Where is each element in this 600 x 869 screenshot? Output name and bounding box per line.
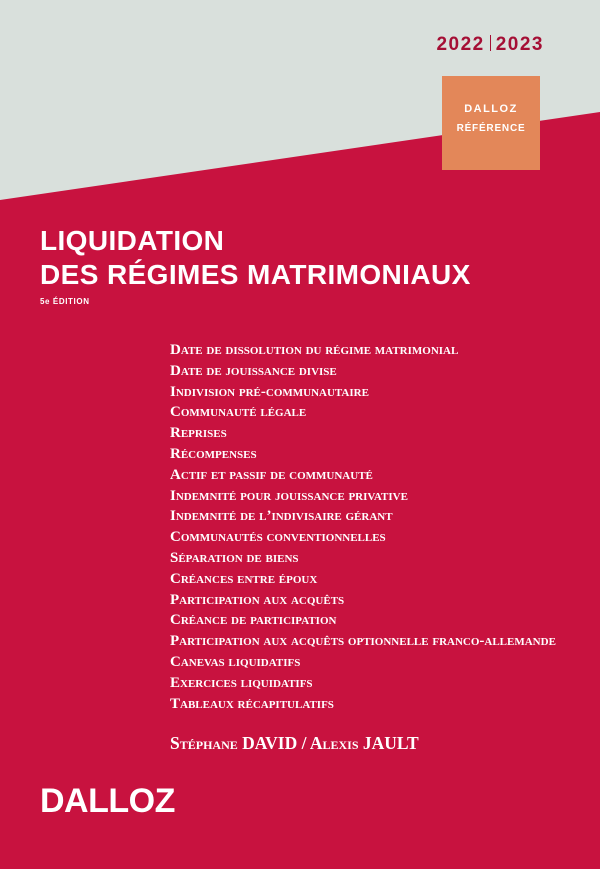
year-separator <box>490 35 491 51</box>
topic-item: Actif et passif de communauté <box>170 466 373 483</box>
topic-item: Indemnité de l’indivisaire gérant <box>170 508 393 525</box>
topic-item: Communautés conventionnelles <box>170 529 386 546</box>
topic-item: Participation aux acquêts optionnelle franco-allemande <box>170 633 556 650</box>
topic-item: Communauté légale <box>170 404 307 421</box>
topic-item: Créances entre époux <box>170 570 318 587</box>
topic-item: Reprises <box>170 425 227 442</box>
topic-item: Canevas liquidatifs <box>170 653 301 670</box>
publisher-logo: DALLOZ <box>40 782 175 820</box>
topics-list <box>170 340 556 714</box>
topic-item: Participation aux acquêts <box>170 591 345 608</box>
topic-item: Séparation de biens <box>170 549 299 566</box>
year-end: 2023 <box>495 34 544 55</box>
collection-publisher: DALLOZ <box>464 103 518 115</box>
topic-item: Tableaux récapitulatifs <box>170 695 334 712</box>
edition-label: 5e ÉDITION <box>40 297 90 306</box>
topic-item: Indivision pré-communautaire <box>170 383 369 400</box>
topic-item: Créance de participation <box>170 612 337 629</box>
topic-item: Récompenses <box>170 445 257 462</box>
edition-years <box>436 34 544 56</box>
authors: Stéphane DAVID / Alexis JAULT <box>170 733 419 753</box>
book-title <box>40 224 471 292</box>
year-start: 2022 <box>436 34 485 55</box>
topic-item: Exercices liquidatifs <box>170 674 313 691</box>
book-title-line-1: LIQUIDATION <box>40 225 225 256</box>
topic-item: Date de dissolution du régime matrimonial <box>170 342 459 358</box>
topic-item: Indemnité pour jouissance privative <box>170 487 408 504</box>
collection-name: RÉFÉRENCE <box>456 123 526 134</box>
topic-item: Date de jouissance divise <box>170 362 337 379</box>
collection-badge <box>442 76 540 170</box>
book-title-line-2: DES RÉGIMES MATRIMONIAUX <box>40 259 471 290</box>
